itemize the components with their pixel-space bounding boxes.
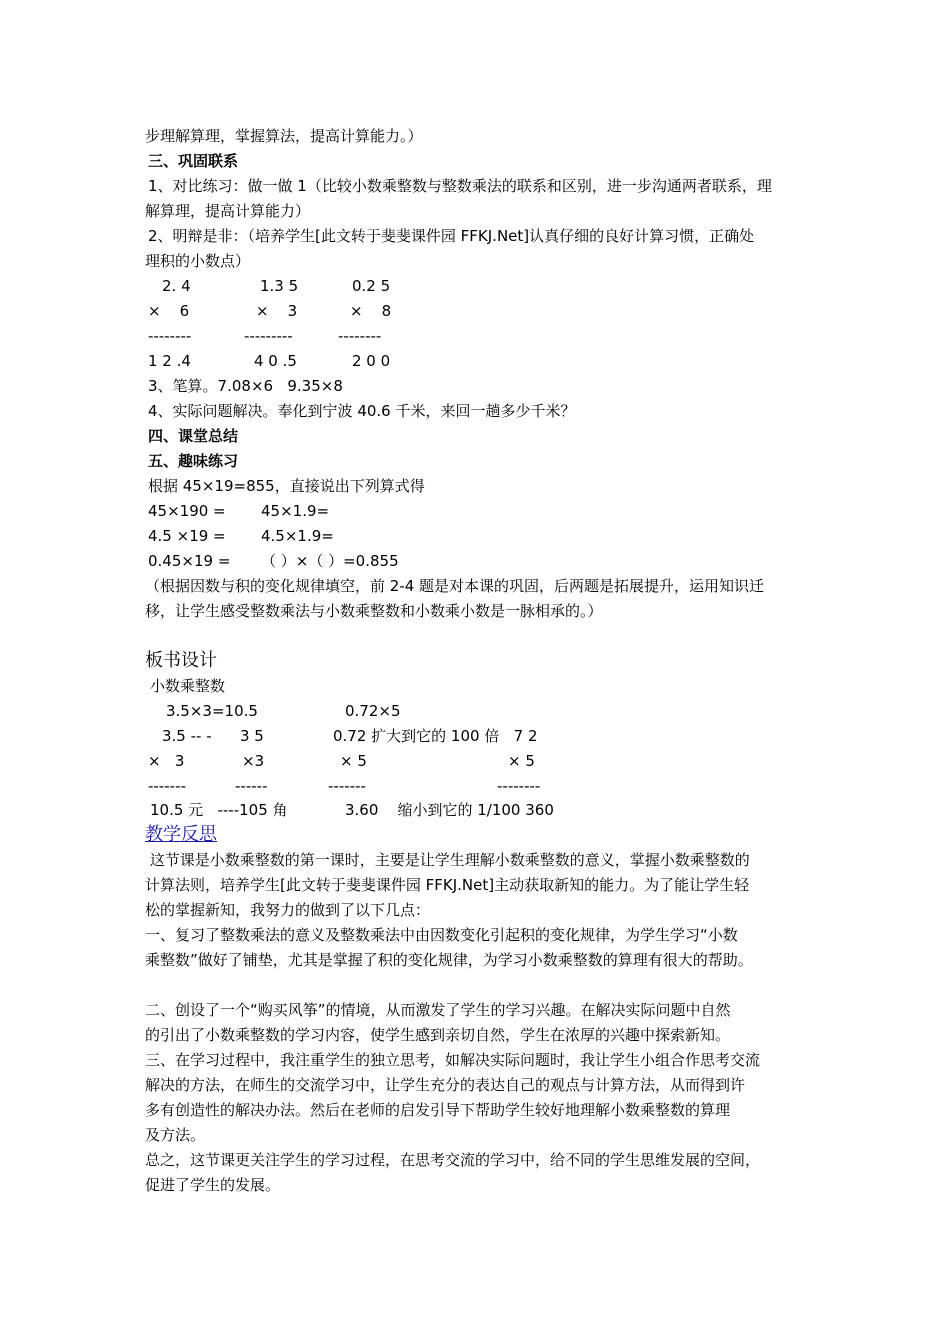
reflection-line: 乘整数”做好了铺垫，尤其是掌握了积的变化规律，为学习小数乘整数的算理有很大的帮助。 <box>145 951 753 969</box>
calc-3-multiplier: × 8 <box>350 302 392 320</box>
reflection-line: 及方法。 <box>145 1126 206 1144</box>
exercise-3: 3、笔算。7.08×6 9.35×8 <box>148 377 343 395</box>
reflection-line: 计算法则，培养学生[此文转于斐斐课件园 FFKJ.Net]主动获取新知的能力。为了能让学生轻 <box>145 876 750 894</box>
board-cell: ------- <box>328 777 366 795</box>
fun-expression: （ ）×（ ）=0.855 <box>261 552 399 570</box>
paragraph-line: 步理解算理，掌握算法，提高计算能力。） <box>145 127 423 145</box>
board-cell: 0.72×5 <box>345 702 401 720</box>
calc-1-multiplicand: 2. 4 <box>162 277 191 295</box>
note-line-1: （根据因数与积的变化规律填空，前 2-4 题是对本课的巩固，后两题是拓展提升，运用知识迁 <box>145 577 765 595</box>
reflection-line: 的引出了小数乘整数的学习内容，使学生感到亲切自然，学生在浓厚的兴趣中探索新知。 <box>145 1026 731 1044</box>
section-title-5: 五、趣味练习 <box>148 452 239 470</box>
board-cell: 3.60 缩小到它的 1/100 360 <box>345 801 554 819</box>
reflection-line: 二、创设了一个“购买风筝”的情境，从而激发了学生的学习兴趣。在解决实际问题中自然 <box>145 1001 731 1019</box>
reflection-line: 促进了学生的发展。 <box>145 1176 281 1194</box>
board-cell: 3.5 -- - <box>162 727 212 745</box>
fun-expression: 0.45×19 = <box>148 552 231 570</box>
board-subtitle: 小数乘整数 <box>150 677 226 695</box>
reflection-line: 一、复习了整数乘法的意义及整数乘法中由因数变化引起积的变化规律，为学生学习“小数 <box>145 926 738 944</box>
fun-expression: 45×190 = <box>148 502 226 520</box>
calc-2-result: 4 0 .5 <box>254 352 297 370</box>
exercise-1-line-2: 解算理，提高计算能力） <box>145 202 311 220</box>
calc-1-result: 1 2 .4 <box>148 352 191 370</box>
board-cell: ------- <box>148 777 186 795</box>
reflection-line: 总之，这节课更关注学生的学习过程，在思考交流的学习中，给不同的学生思维发展的空间， <box>145 1151 761 1169</box>
board-cell: ×3 <box>242 752 265 770</box>
fun-expression: 45×1.9= <box>261 502 330 520</box>
board-cell: × 5 <box>340 752 367 770</box>
reflection-line: 松的掌握新知，我努力的做到了以下几点： <box>145 901 431 919</box>
calc-1-divider: -------- <box>148 327 192 345</box>
exercise-2-line-2: 理积的小数点） <box>145 252 251 270</box>
reflection-line: 解决的方法，在师生的交流学习中，让学生充分的表达自己的观点与计算方法，从而得到许 <box>145 1076 746 1094</box>
board-design-title: 板书设计 <box>145 650 217 671</box>
note-line-2: 移，让学生感受整数乘法与小数乘整数和小数乘小数是一脉相承的。） <box>145 602 603 620</box>
section-title-3: 三、巩固联系 <box>148 152 239 170</box>
calc-3-result: 2 0 0 <box>352 352 391 370</box>
calc-3-divider: -------- <box>338 327 382 345</box>
reflection-line: 这节课是小数乘整数的第一课时，主要是让学生理解小数乘整数的意义，掌握小数乘整数的 <box>145 851 750 869</box>
section-title-4: 四、课堂总结 <box>148 427 239 445</box>
calc-2-multiplier: × 3 <box>256 302 298 320</box>
calc-2-multiplicand: 1.3 5 <box>260 277 299 295</box>
board-cell: ------ <box>235 777 268 795</box>
board-cell: 0.72 扩大到它的 100 倍 7 2 <box>333 727 538 745</box>
board-cell: × 5 <box>508 752 535 770</box>
calc-2-divider: --------- <box>244 327 293 345</box>
board-cell: × 3 <box>148 752 185 770</box>
fun-expression: 4.5 ×19 = <box>148 527 226 545</box>
exercise-4: 4、实际问题解决。奉化到宁波 40.6 千米，来回一趟多少千米？ <box>148 402 576 420</box>
calc-3-multiplicand: 0.2 5 <box>352 277 391 295</box>
board-cell: -------- <box>497 777 541 795</box>
reflection-line: 多有创造性的解决办法。然后在老师的启发引导下帮助学生较好地理解小数乘整数的算理 <box>145 1101 731 1119</box>
reflection-line: 三、在学习过程中，我注重学生的独立思考，如解决实际问题时，我让学生小组合作思考交流 <box>145 1051 761 1069</box>
exercise-2-line-1: 2、明辩是非：（培养学生[此文转于斐斐课件园 FFKJ.Net]认真仔细的良好计算习惯，正确处 <box>148 227 755 245</box>
board-cell: 3.5×3=10.5 <box>166 702 258 720</box>
teaching-reflection-link[interactable]: 教学反思 <box>145 824 217 845</box>
exercise-1-line-1: 1、对比练习：做一做 1（比较小数乘整数与整数乘法的联系和区别，进一步沟通两者联系，理 <box>148 177 772 195</box>
board-cell: 10.5 元 ----105 角 <box>150 801 288 819</box>
fun-intro: 根据 45×19=855，直接说出下列算式得 <box>148 477 425 495</box>
board-cell: 3 5 <box>240 727 264 745</box>
calc-1-multiplier: × 6 <box>148 302 190 320</box>
fun-expression: 4.5×1.9= <box>261 527 334 545</box>
